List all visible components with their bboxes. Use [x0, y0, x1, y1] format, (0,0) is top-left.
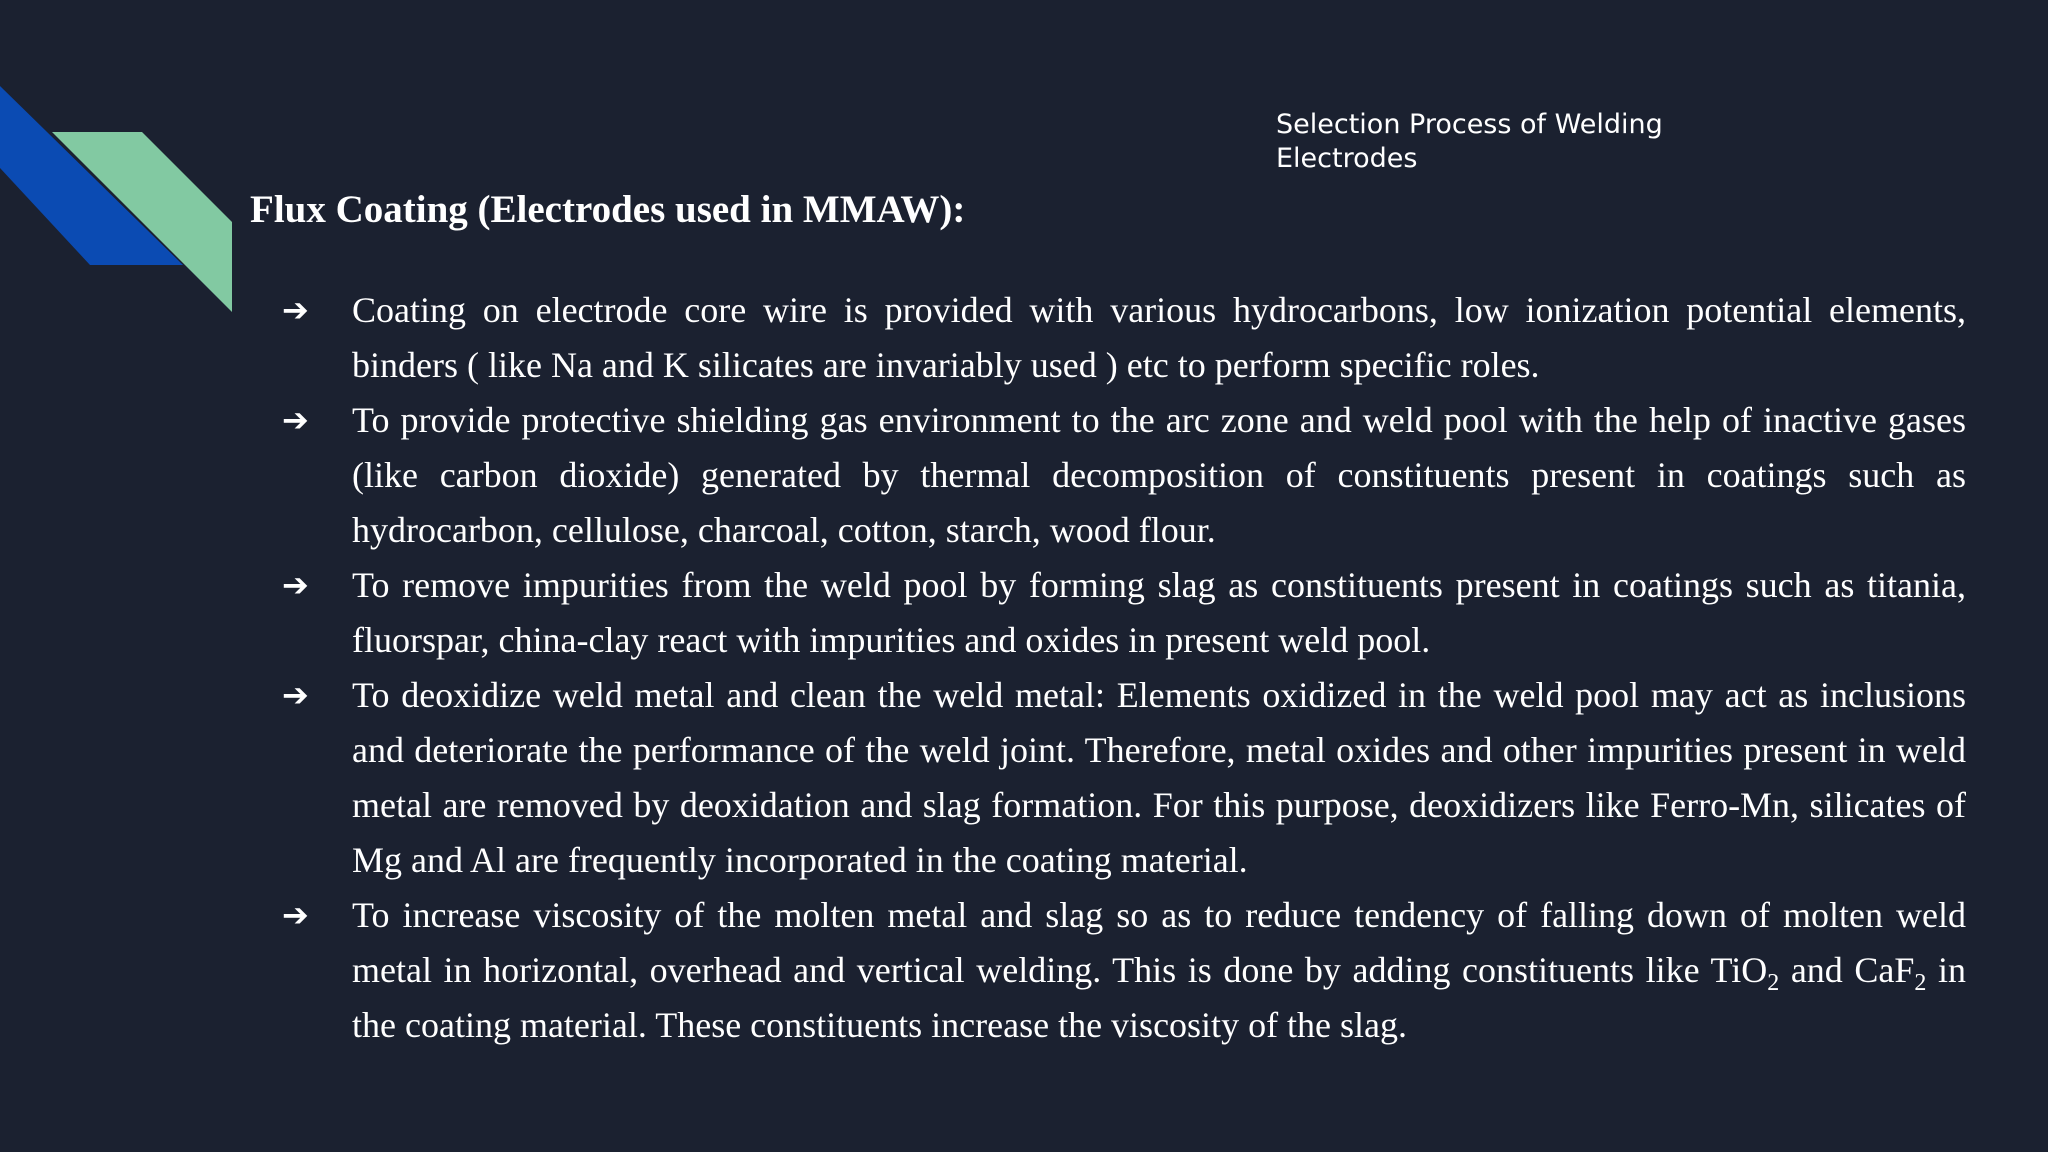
bullet-item-3	[270, 558, 1966, 668]
right-arrow-icon: ➔	[282, 401, 309, 439]
section-heading: Flux Coating (Electrodes used in MMAW):	[250, 188, 966, 231]
decorative-stripes	[0, 0, 240, 320]
bullet-list	[270, 283, 1966, 1053]
bullet-text-part: and CaF	[1779, 950, 1915, 990]
bullet-item-2	[270, 393, 1966, 558]
subscript: 2	[1914, 970, 1927, 996]
right-arrow-icon: ➔	[282, 291, 309, 329]
bullet-item-5	[270, 888, 1966, 1053]
slide-header-title: Selection Process of Welding Electrodes	[1276, 109, 1663, 174]
bullet-text: To provide protective shielding gas environment to the arc zone and weld pool with the help of inactive gases (like carbon dioxide) generated by thermal decomposition of constituents present in coatings such as hydrocarbon, cellulose, charcoal, cotton, starch, wood flour.	[352, 400, 1966, 550]
bullet-text-part: To increase viscosity of the molten metal and slag so as to reduce tendency of falling down of molten weld metal in horizontal, overhead and vertical welding. This is done by adding constituents like TiO	[352, 895, 1966, 990]
right-arrow-icon: ➔	[282, 896, 309, 934]
subscript: 2	[1767, 970, 1780, 996]
bullet-text: To deoxidize weld metal and clean the weld metal: Elements oxidized in the weld pool may act as inclusions and deteriorate the performance of the weld joint. Therefore, metal oxides and other impurities present in weld metal are removed by deoxidation and slag formation. For this purpose, deoxidizers like Ferro-Mn, silicates of Mg and Al are frequently incorporated in the coating material.	[352, 675, 1966, 880]
bullet-item-4	[270, 668, 1966, 888]
bullet-text: Coating on electrode core wire is provided with various hydrocarbons, low ionization potential elements, binders ( like Na and K silicates are invariably used ) etc to perform specific roles.	[352, 290, 1966, 385]
bullet-text: To remove impurities from the weld pool by forming slag as constituents present in coatings such as titania, fluorspar, china-clay react with impurities and oxides in present weld pool.	[352, 565, 1966, 660]
right-arrow-icon: ➔	[282, 676, 309, 714]
bullet-item-1	[270, 283, 1966, 393]
right-arrow-icon: ➔	[282, 566, 309, 604]
bullet-text-part: in the coating material. These constituents increase the viscosity of the slag.	[352, 950, 1966, 1045]
bullet-text	[352, 895, 1966, 1045]
